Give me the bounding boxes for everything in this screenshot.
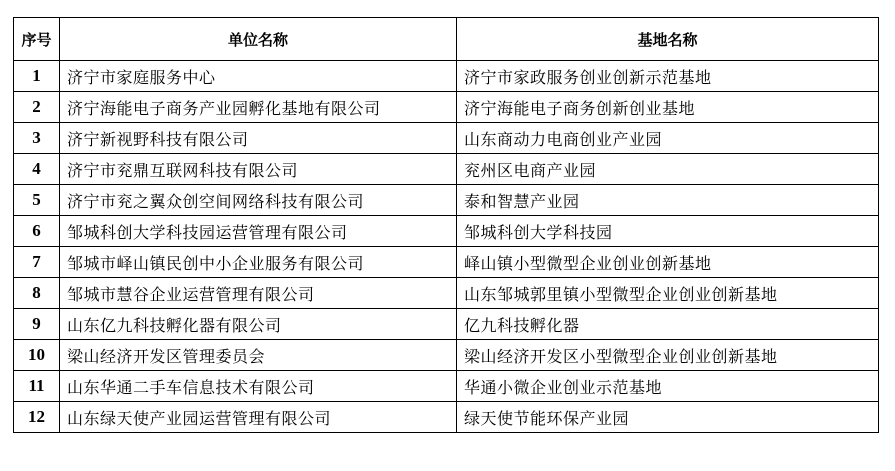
- header-base-name: 基地名称: [457, 18, 879, 61]
- row-base-name-cell: 兖州区电商产业园: [457, 154, 879, 185]
- row-seq-cell: 1: [14, 61, 60, 92]
- row-seq-cell: 12: [14, 402, 60, 433]
- row-unit-name-cell: 山东绿天使产业园运营管理有限公司: [60, 402, 457, 433]
- table-row: [14, 123, 879, 154]
- row-base-name-cell: 绿天使节能环保产业园: [457, 402, 879, 433]
- table-row: [14, 340, 879, 371]
- row-unit-name-cell: 济宁市家庭服务中心: [60, 61, 457, 92]
- row-unit-name-cell: 济宁新视野科技有限公司: [60, 123, 457, 154]
- table-row: [14, 216, 879, 247]
- row-base-name-cell: 泰和智慧产业园: [457, 185, 879, 216]
- row-seq-cell: 2: [14, 92, 60, 123]
- table-row: [14, 154, 879, 185]
- row-seq-cell: 7: [14, 247, 60, 278]
- row-base-name-cell: 华通小微企业创业示范基地: [457, 371, 879, 402]
- row-seq-cell: 8: [14, 278, 60, 309]
- row-unit-name-cell: 邹城市慧谷企业运营管理有限公司: [60, 278, 457, 309]
- row-seq-cell: 5: [14, 185, 60, 216]
- row-unit-name-cell: 邹城科创大学科技园运营管理有限公司: [60, 216, 457, 247]
- row-unit-name-cell: 梁山经济开发区管理委员会: [60, 340, 457, 371]
- table-row: [14, 371, 879, 402]
- header-unit-name: 单位名称: [60, 18, 457, 61]
- row-base-name-cell: 济宁市家政服务创业创新示范基地: [457, 61, 879, 92]
- row-seq-cell: 3: [14, 123, 60, 154]
- row-base-name-cell: 山东邹城郭里镇小型微型企业创业创新基地: [457, 278, 879, 309]
- row-unit-name-cell: 邹城市峄山镇民创中小企业服务有限公司: [60, 247, 457, 278]
- row-base-name-cell: 亿九科技孵化器: [457, 309, 879, 340]
- row-seq-cell: 4: [14, 154, 60, 185]
- enterprise-base-table: [13, 17, 879, 433]
- row-unit-name-cell: 济宁市兖鼎互联网科技有限公司: [60, 154, 457, 185]
- row-base-name-cell: 梁山经济开发区小型微型企业创业创新基地: [457, 340, 879, 371]
- row-unit-name-cell: 济宁市兖之翼众创空间网络科技有限公司: [60, 185, 457, 216]
- row-seq-cell: 10: [14, 340, 60, 371]
- table-row: [14, 309, 879, 340]
- row-seq-cell: 9: [14, 309, 60, 340]
- table-row: [14, 61, 879, 92]
- row-unit-name-cell: 山东亿九科技孵化器有限公司: [60, 309, 457, 340]
- table-row: [14, 92, 879, 123]
- row-base-name-cell: 济宁海能电子商务创新创业基地: [457, 92, 879, 123]
- row-base-name-cell: 邹城科创大学科技园: [457, 216, 879, 247]
- row-base-name-cell: 山东商动力电商创业产业园: [457, 123, 879, 154]
- row-unit-name-cell: 济宁海能电子商务产业园孵化基地有限公司: [60, 92, 457, 123]
- row-unit-name-cell: 山东华通二手车信息技术有限公司: [60, 371, 457, 402]
- table-row: [14, 278, 879, 309]
- table-header: [14, 18, 879, 61]
- table-row: [14, 402, 879, 433]
- row-seq-cell: 6: [14, 216, 60, 247]
- table-row: [14, 185, 879, 216]
- row-seq-cell: 11: [14, 371, 60, 402]
- row-base-name-cell: 峄山镇小型微型企业创业创新基地: [457, 247, 879, 278]
- header-seq: 序号: [14, 18, 60, 61]
- header-row: [14, 18, 879, 61]
- table-body: [14, 61, 879, 433]
- table-row: [14, 247, 879, 278]
